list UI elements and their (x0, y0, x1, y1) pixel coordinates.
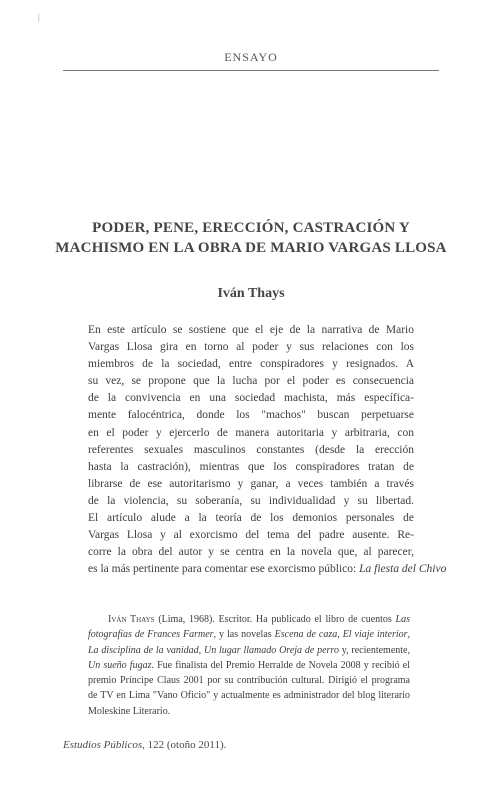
abstract-line: El artículo alude a la teoría de los demonios personales de (88, 512, 414, 525)
book-title: El viaje interior (342, 629, 408, 641)
bio-line (88, 643, 410, 658)
title-line-2: MACHISMO EN LA OBRA DE MARIO VARGAS LLOSA (55, 240, 447, 256)
article-title (40, 218, 462, 258)
book-title: La disciplina de la vanidad (88, 644, 199, 656)
abstract-final-text: es la más pertinente para comentar ese exorcismo público: (88, 563, 357, 576)
bio-author-name: Iván Thays (108, 614, 155, 625)
abstract-line: su vez, se propone que la lucha por el poder es consecuencia (88, 375, 414, 388)
bio-text: , (337, 629, 343, 641)
bio-line (88, 612, 410, 627)
bio-line: Moleskine Literario. (88, 705, 171, 717)
abstract-line: mente falocéntrica, donde los "machos" buscan perpetuarse (88, 409, 414, 422)
author-name: Iván Thays (217, 286, 285, 301)
bio-text: . Fue finalista del Premio Herralde de Novela 2008 y recibió el (151, 659, 410, 671)
author-bio (88, 612, 410, 719)
header-rule (63, 70, 439, 71)
bio-text: y, recientemente, (338, 644, 410, 656)
abstract-line: Vargas Llosa y al exorcismo del tema del padre ausente. Re- (88, 529, 414, 542)
abstract-line: de la convivencia en una sociedad machista, más específica- (88, 392, 414, 405)
book-title: Un sueño fugaz (88, 659, 152, 671)
abstract-line: referentes sexuales masculinos constantes (desde la erección (88, 443, 414, 456)
book-title: Escena de caza (274, 629, 338, 641)
abstract-line: en el poder y ejercerlo de manera autoritaria y arbitraria, con (88, 426, 414, 439)
book-title: La fiesta del Chivo (359, 563, 447, 576)
abstract-line: miembros de la sociedad, entre conspiradores y resignados. A (88, 358, 414, 371)
book-title: Las (395, 614, 410, 625)
book-title: Un lugar llamado Oreja de perro (203, 644, 339, 656)
abstract-line: Vargas Llosa gira en torno al poder y sus relaciones con los (88, 341, 414, 354)
journal-name: Estudios Públicos (63, 739, 143, 751)
bio-text: , (198, 644, 204, 656)
abstract-line: corre la obra del autor y se centra en la novela que, al parecer, (88, 546, 414, 559)
bio-text: , (407, 629, 411, 641)
bio-line: de TV en Lima "Vano Oficio" y actualmente es administrador del blog literario (88, 690, 410, 702)
abstract-line: de la violencia, su soberanía, su individualidad y su libertad. (88, 494, 414, 507)
bio-text: , y las novelas (213, 629, 275, 641)
title-line-1: PODER, PENE, ERECCIÓN, CASTRACIÓN Y (92, 220, 410, 236)
bio-line (88, 658, 410, 673)
bio-text: (Lima, 1968). Escritor. Ha publicado el libro de cuentos (154, 614, 396, 625)
corner-mark: | (38, 12, 40, 22)
abstract-line: librarse de ese autoritarismo y ganar, a veces también a través (88, 477, 414, 490)
abstract-line: hasta la castración), mientras que los conspiradores tratan de (88, 460, 414, 473)
abstract (88, 322, 447, 578)
abstract-line: En este artículo se sostiene que el eje de la narrativa de Mario (88, 324, 414, 336)
section-label: ENSAYO (224, 50, 278, 64)
journal-issue: , 122 (otoño 2011). (142, 739, 227, 751)
book-title: fotografías de Frances Farmer (88, 629, 214, 641)
page-footer (63, 739, 226, 751)
bio-line (88, 627, 410, 642)
bio-line: premio Príncipe Claus 2001 por su contribución cultural. Dirigió el programa (88, 675, 410, 687)
abstract-line (88, 561, 447, 578)
